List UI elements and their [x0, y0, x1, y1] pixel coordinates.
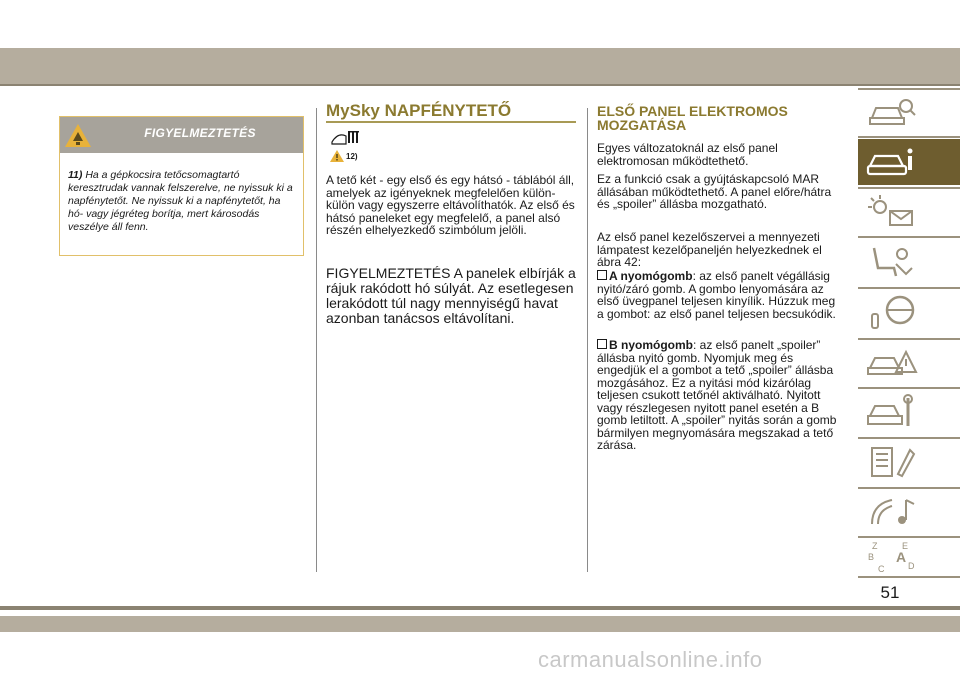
reference-number: 12) [346, 152, 358, 161]
svg-text:E: E [902, 541, 909, 551]
top-band [0, 48, 960, 84]
section-title-rule [326, 121, 576, 123]
page-number: 51 [880, 583, 900, 602]
lights-message-icon[interactable] [866, 193, 918, 229]
sidebar-separator [858, 236, 960, 238]
sidebar-separator [858, 136, 960, 138]
svg-text:B: B [868, 552, 875, 562]
warning-title: FIGYELMEZTETÉS [144, 126, 256, 140]
front-panel-paragraph-1: Egyes változatoknál az első panel elektromosan működtethető. [597, 141, 778, 168]
warning-text [68, 169, 298, 234]
index-alphabet-icon[interactable] [866, 538, 918, 574]
warning-header [60, 117, 303, 153]
car-warning-icon[interactable] [866, 344, 918, 380]
section-title-mysky: MySky NAPFÉNYTETŐ [326, 101, 512, 120]
button-a-description [597, 270, 845, 320]
sidebar-separator [858, 576, 960, 578]
sidebar-separator [858, 437, 960, 439]
warning-box [59, 116, 304, 256]
seat-airbag-icon[interactable] [866, 244, 918, 280]
sidebar-separator [858, 487, 960, 489]
front-panel-paragraph-2: Ez a funkció csak a gyújtáskapcsoló MAR állásában működtethető. A panel előre/hátra és „spoiler” állásba mozgatható. [597, 172, 832, 211]
warning-triangle-icon [64, 123, 92, 149]
sidebar-separator [858, 187, 960, 189]
button-b-text: : az első panelt „spoiler” állásba nyitó gomb. Nyomjuk meg és engedjük el a gombot a tető „spoiler” állásba mozgásához. Ez a nyitási mód kizárólag teljesen csukott tetőnél aktiválható. Nyitott vagy részlegesen nyitott panel esetén a B gomb letiltott. A „spoiler” nyitás során a gomb bármilyen megnyomására megszakad a tető zárása. [597, 338, 837, 452]
svg-text:Z: Z [872, 541, 878, 551]
watermark: carmanualsonline.info [538, 647, 763, 672]
button-a-text: : az első panelt végállásig nyitó/záró gomb. A gombo lenyomására az első üvegpanel teljesen kinyílik. Húzzuk meg a gombot: az első panel teljesen becsukódik. [597, 269, 836, 321]
sidebar-separator [858, 387, 960, 389]
radio-music-icon[interactable] [866, 494, 918, 530]
caution-triangle-icon [330, 150, 344, 162]
sunroof-icon [330, 128, 362, 146]
bullet-checkbox-icon [597, 270, 607, 280]
service-tools-icon[interactable] [866, 444, 918, 480]
mysky-paragraph-1: A tető két - egy első és egy hátsó - táblából áll, amelyek az igényeknek megfelelően külön-külön vagy egyszerre eltávolíthatók. Az első és hátsó paneleket egy megfelelő, a panel alsó részén elhelyezkedő szimbólum jelöli. [326, 173, 575, 237]
button-a-label: A nyomógomb [609, 269, 693, 283]
warning-number: 11) [68, 169, 83, 181]
section-title-front-panel: ELSŐ PANEL ELEKTROMOS MOZGATÁSA [597, 103, 788, 133]
svg-text:C: C [878, 564, 885, 574]
bottom-band [0, 616, 960, 632]
warning-body: Ha a gépkocsira tetőcsomagtartó keresztrudak vannak felszerelve, ne nyissuk ki a napfénytetőt. Ne nyissuk ki a napfénytetőt, ha hó- vagy jégréteg borítja, mert károsodás veszélye áll fenn. [68, 169, 293, 233]
car-wrench-icon[interactable] [866, 394, 918, 430]
sidebar-separator [858, 338, 960, 340]
mysky-paragraph-2: FIGYELMEZTETÉS A panelek elbírják a rájuk rakódott hó súlyát. Az esetlegesen lerakódott túl nagy mennyiségű havat azonban tanácsos eltávolítani. [326, 265, 576, 326]
steering-key-icon[interactable] [866, 294, 918, 330]
svg-text:D: D [908, 561, 915, 571]
bottom-divider [0, 606, 960, 610]
top-divider [0, 84, 960, 86]
button-b-label: B nyomógomb [609, 338, 693, 352]
car-info-icon[interactable] [866, 144, 918, 180]
sidebar-separator [858, 287, 960, 289]
button-b-description [597, 339, 845, 452]
bullet-checkbox-icon [597, 339, 607, 349]
svg-text:A: A [896, 549, 907, 565]
sidebar-separator [858, 88, 960, 90]
car-search-icon[interactable] [866, 94, 918, 130]
front-panel-paragraph-3: Az első panel kezelőszervei a mennyezeti lámpatest kezelőpaneljén helyezkednek el ábra 42: [597, 230, 822, 269]
column-divider-1 [316, 108, 317, 572]
column-divider-2 [587, 108, 588, 572]
